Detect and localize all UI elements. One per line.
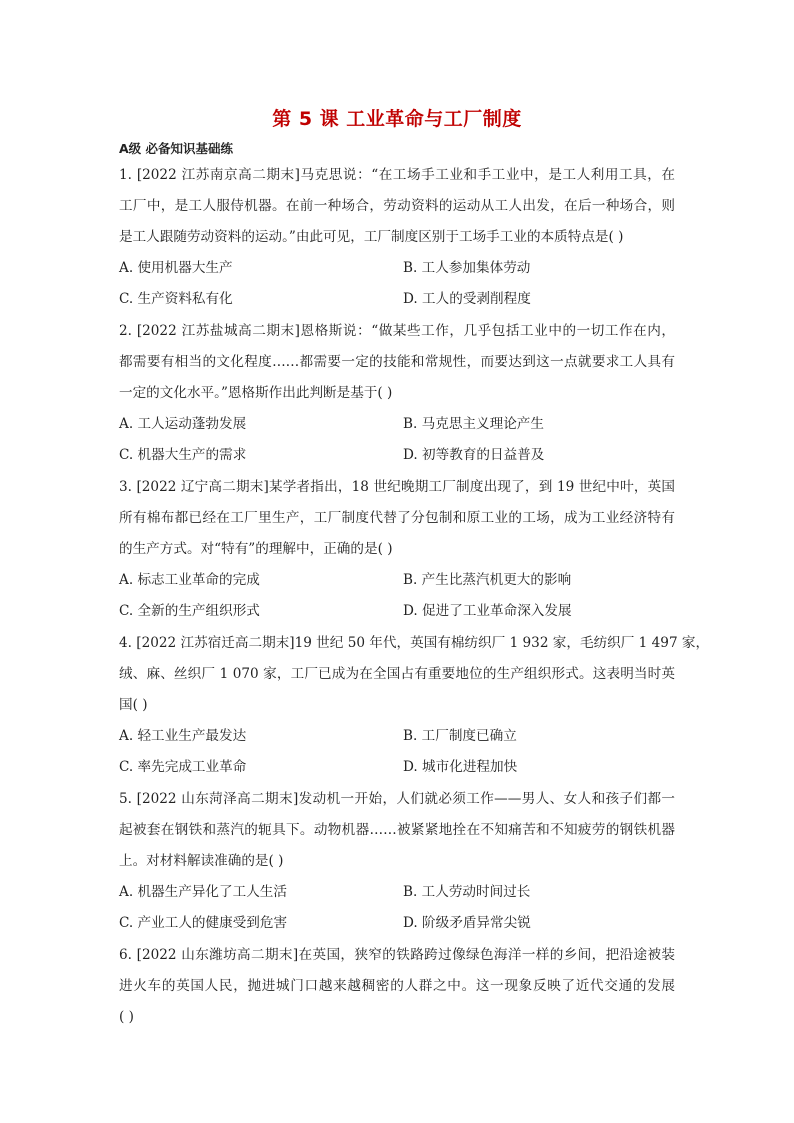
question-2-option-c: C. 机器大生产的需求 [119,447,247,463]
question-4-line-1: 4. [2022 江苏宿迁高二期末]19 世纪 50 年代，英国有棉纺织厂 1 932 家，毛纺织厂 1 497 家， [119,635,710,651]
question-1-line-2: 工厂中，是工人服侍机器。在前一种场合，劳动资料的运动从工人出发，在后一种场合，则 [119,198,675,214]
question-6-line-3: ( ) [119,1009,134,1025]
question-5-option-b: B. 工人劳动时间过长 [403,884,531,900]
question-5-option-a: A. 机器生产异化了工人生活 [119,884,287,900]
question-1-option-c: C. 生产资料私有化 [119,291,233,307]
section-heading: A级 必备知识基础练 [119,141,234,156]
question-1-option-a: A. 使用机器大生产 [119,260,233,276]
question-2-line-1: 2. [2022 江苏盐城高二期末]恩格斯说：“做某些工作，几乎包括工业中的一切工作在内， [119,323,675,339]
question-1-option-b: B. 工人参加集体劳动 [403,260,531,276]
question-4-line-2: 绒、麻、丝织厂 1 070 家，工厂已成为在全国占有重要地位的生产组织形式。这表明当时英 [119,666,675,682]
question-5-option-c: C. 产业工人的健康受到危害 [119,915,288,931]
question-5-line-1: 5. [2022 山东菏泽高二期末]发动机一开始，人们就必须工作——男人、女人和孩子们都一 [119,791,675,807]
question-4-option-c: C. 率先完成工业革命 [119,759,247,775]
question-4-option-d: D. 城市化进程加快 [403,759,518,775]
question-2-line-2: 都需要有相当的文化程度……都需要一定的技能和常规性，而要达到这一点就要求工人具有 [119,354,675,370]
lesson-title: 第 5 课 工业革命与工厂制度 [272,108,522,130]
question-1-option-d: D. 工人的受剥削程度 [403,291,531,307]
question-4-option-b: B. 工厂制度已确立 [403,728,517,744]
question-3-option-a: A. 标志工业革命的完成 [119,572,260,588]
question-2-line-3: 一定的文化水平。”恩格斯作出此判断是基于( ) [119,385,393,401]
question-3-option-b: B. 产生比蒸汽机更大的影响 [403,572,572,588]
question-1-line-1: 1. [2022 江苏南京高二期末]马克思说：“在工场手工业和手工业中，是工人利用工具，在 [119,167,675,183]
question-3-line-3: 的生产方式。对“特有”的理解中，正确的是( ) [119,541,393,557]
question-2-option-a: A. 工人运动蓬勃发展 [119,416,247,432]
question-2-option-d: D. 初等教育的日益普及 [403,447,545,463]
question-5-line-2: 起被套在钢铁和蒸汽的轭具下。动物机器……被紧紧地拴在不知痛苦和不知疲劳的钢铁机器 [119,822,675,838]
question-5-option-d: D. 阶级矛盾异常尖锐 [403,915,531,931]
question-2-option-b: B. 马克思主义理论产生 [403,416,544,432]
question-3-option-d: D. 促进了工业革命深入发展 [403,603,572,619]
question-1-line-3: 是工人跟随劳动资料的运动。”由此可见，工厂制度区别于工场手工业的本质特点是( ) [119,229,624,245]
question-3-line-2: 所有棉布都已经在工厂里生产，工厂制度代替了分包制和原工业的工场，成为工业经济特有 [119,510,675,526]
question-4-option-a: A. 轻工业生产最发达 [119,728,247,744]
question-6-line-1: 6. [2022 山东潍坊高二期末]在英国，狭窄的铁路跨过像绿色海洋一样的乡间，把沿途被装 [119,947,675,963]
question-4-line-3: 国( ) [119,697,148,713]
question-3-line-1: 3. [2022 辽宁高二期末]某学者指出，18 世纪晚期工厂制度出现了，到 19 世纪中叶，英国 [119,479,675,495]
question-5-line-3: 上。对材料解读准确的是( ) [119,853,284,869]
question-3-option-c: C. 全新的生产组织形式 [119,603,260,619]
question-6-line-2: 进火车的英国人民，抛进城门口越来越稠密的人群之中。这一现象反映了近代交通的发展 [119,978,675,994]
